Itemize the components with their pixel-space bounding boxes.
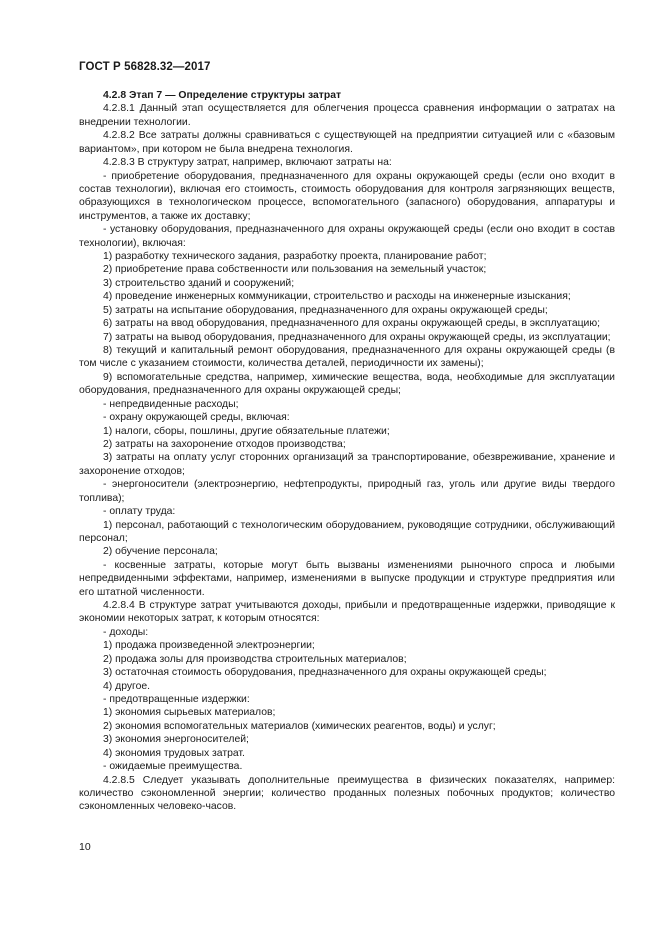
paragraph: 4.2.8.1 Данный этап осуществляется для облегчения процесса сравнения информации о затратах на внедрении технологии.	[79, 103, 615, 128]
paragraph: 4.2.8.3 В структуру затрат, например, включают затраты на:	[103, 157, 392, 169]
paragraph: - оплату труда:	[103, 506, 176, 518]
paragraph: 1) персонал, работающий с технологическим оборудованием, руководящие сотрудники, обслуживающий персонал;	[79, 519, 615, 544]
paragraph: 2) затраты на захоронение отходов производства;	[103, 438, 346, 450]
paragraph: - доходы:	[103, 626, 149, 638]
paragraph: 5) затраты на испытание оборудования, предназначенного для охраны окружающей среды;	[103, 304, 548, 316]
paragraph: - непредвиденные расходы;	[103, 398, 239, 410]
paragraph: 3) остаточная стоимость оборудования, предназначенного для охраны окружающей среды;	[103, 667, 547, 679]
paragraph: 4) экономия трудовых затрат.	[103, 747, 245, 759]
document-body	[79, 89, 615, 814]
paragraph: 3) затраты на оплату услуг сторонних организаций за транспортирование, обезвреживание, хранение и захоронение отходов;	[79, 452, 615, 477]
paragraph: - охрану окружающей среды, включая:	[103, 412, 290, 424]
paragraph: 2) продажа золы для производства строительных материалов;	[103, 653, 407, 665]
paragraph: - энергоносители (электроэнергию, нефтепродукты, природный газ, уголь или другие виды твердого топлива);	[79, 479, 615, 504]
paragraph: 4.2.8.4 В структуре затрат учитываются доходы, прибыли и предотвращенные издержки, приводящие к экономии некоторых затрат, к которым относятся:	[79, 600, 615, 625]
document-header-title: ГОСТ Р 56828.32—2017	[79, 61, 211, 73]
paragraph: - предотвращенные издержки:	[103, 693, 250, 705]
paragraph: 3) экономия энергоносителей;	[103, 734, 249, 746]
paragraph: 1) продажа произведенной электроэнергии;	[103, 640, 315, 652]
paragraph: 1) экономия сырьевых материалов;	[103, 707, 276, 719]
paragraph: 8) текущий и капитальный ремонт оборудования, предназначенного для охраны окружающей среды (в том числе с указанием стоимости, количества деталей, периодичности их замены);	[79, 345, 615, 370]
paragraph: 4) другое.	[103, 680, 151, 692]
section-heading: 4.2.8 Этап 7 — Определение структуры затрат	[103, 90, 342, 101]
paragraph: 7) затраты на вывод оборудования, предназначенного для охраны окружающей среды, из эксплуатации;	[103, 331, 611, 343]
paragraph: - ожидаемые преимущества.	[103, 761, 243, 773]
paragraph: 4.2.8.2 Все затраты должны сравниваться с существующей на предприятии ситуацией или с «базовым вариантом», при котором не была внедрена технология.	[79, 130, 615, 155]
paragraph: 1) разработку технического задания, разработку проекта, планирование работ;	[103, 251, 487, 263]
paragraph: 1) налоги, сборы, пошлины, другие обязательные платежи;	[103, 425, 390, 437]
paragraph: - установку оборудования, предназначенного для охраны окружающей среды (если оно входит в состав технологии), включая:	[79, 224, 615, 249]
paragraph: - приобретение оборудования, предназначенного для охраны окружающей среды (если оно входит в состав технологии), включая его стоимость, стоимость оборудования для контроля загрязняющих веществ, образующихся в технологическом процессе, вспомогательного (запасного) оборудования, аппаратуры и инструментов, а также их доставку;	[79, 170, 615, 222]
paragraph: 6) затраты на ввод оборудования, предназначенного для охраны окружающей среды, в эксплуатацию;	[103, 318, 601, 330]
paragraph: 2) приобретение права собственности или пользования на земельный участок;	[103, 264, 487, 276]
paragraph: 2) экономия вспомогательных материалов (химических реагентов, воды) и услуг;	[103, 720, 496, 732]
paragraph: 4) проведение инженерных коммуникации, строительство и расходы на инженерные изыскания;	[103, 291, 571, 303]
paragraph: 9) вспомогательные средства, например, химические вещества, вода, необходимые для эксплуатации оборудования, предназначенного для охраны окружающей среды;	[79, 371, 615, 397]
paragraph: 2) обучение персонала;	[103, 546, 218, 558]
paragraph: 3) строительство зданий и сооружений;	[103, 277, 295, 289]
paragraph: - косвенные затраты, которые могут быть вызваны изменениями рыночного спроса и любыми непредвиденными эффектами, например, изменениями в выпуске продукции и структуре предприятия или его штатной численности.	[79, 559, 615, 598]
page-number: 10	[79, 841, 91, 853]
paragraph: 4.2.8.5 Следует указывать дополнительные преимущества в физических показателях, например: количество сэкономленной энергии; количество проданных полезных побочных продуктов; количество сэкономленных человеко-часов.	[79, 774, 615, 813]
